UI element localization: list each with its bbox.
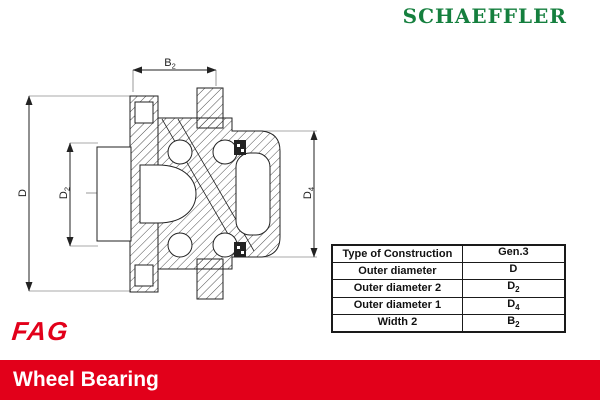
spec-value: D bbox=[462, 263, 565, 280]
knuckle-bore bbox=[236, 153, 270, 235]
schaeffler-logo: SCHAEFFLER bbox=[402, 4, 567, 28]
spec-value: $D_2$ bbox=[462, 280, 565, 297]
table-row bbox=[332, 263, 565, 280]
bearing-ball bbox=[213, 233, 237, 257]
table-row bbox=[332, 280, 565, 297]
spec-value: Gen.3 bbox=[462, 245, 565, 263]
table-row bbox=[332, 314, 565, 332]
page-title: Wheel Bearing bbox=[13, 368, 159, 391]
stud-hole-bottom bbox=[135, 265, 153, 286]
table-row bbox=[332, 297, 565, 314]
hub-bearing-technical-drawing bbox=[0, 55, 340, 305]
dim-label-b2: $B_2$ bbox=[164, 57, 176, 71]
spec-table bbox=[331, 244, 566, 333]
fag-logo: FAG bbox=[10, 316, 71, 346]
dim-label-d2: $D_2$ bbox=[58, 186, 72, 200]
spec-value: $D_4$ bbox=[462, 297, 565, 314]
bearing-ball bbox=[168, 140, 192, 164]
seal-bottom bbox=[234, 242, 246, 257]
dim-label-d4: $D_4$ bbox=[302, 186, 316, 200]
footer-bar bbox=[0, 360, 600, 400]
stud-hole-top bbox=[135, 102, 153, 123]
spec-label: Width 2 bbox=[332, 314, 462, 332]
bearing-ball bbox=[213, 140, 237, 164]
seal-top bbox=[234, 140, 246, 155]
spec-label: Outer diameter 2 bbox=[332, 280, 462, 297]
spec-label: Outer diameter 1 bbox=[332, 297, 462, 314]
pilot-bore bbox=[97, 147, 131, 241]
dim-label-d: D bbox=[17, 189, 29, 197]
spec-label: Type of Construction bbox=[332, 245, 462, 263]
spec-value: $B_2$ bbox=[462, 314, 565, 332]
table-row bbox=[332, 245, 565, 263]
bearing-ball bbox=[168, 233, 192, 257]
spec-label: Outer diameter bbox=[332, 263, 462, 280]
